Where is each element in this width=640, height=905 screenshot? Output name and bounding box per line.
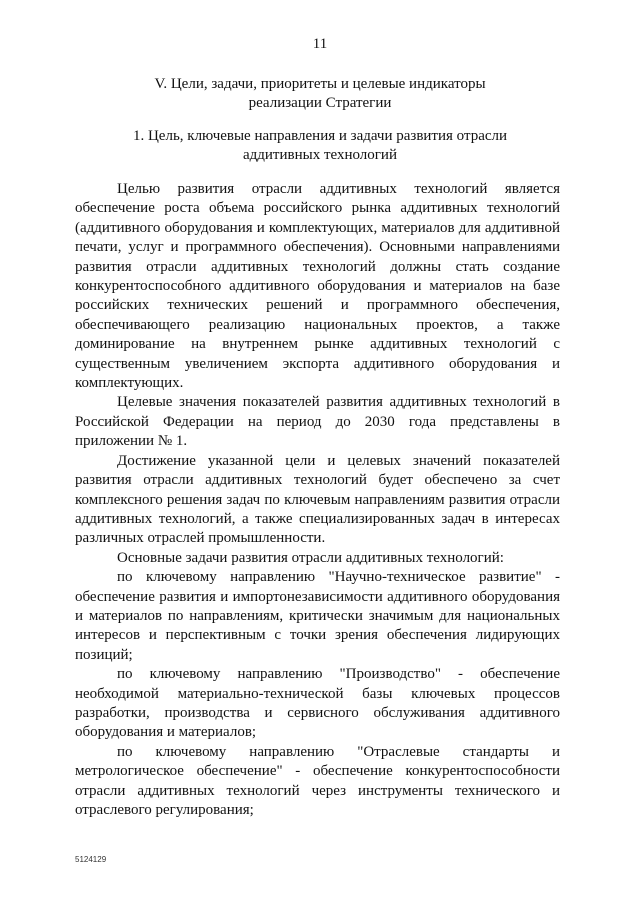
body-text (75, 180, 560, 820)
subsection-heading-line-1: 1. Цель, ключевые направления и задачи развития отрасли (132, 128, 508, 144)
section-heading (75, 75, 565, 113)
subsection-heading (75, 127, 565, 165)
paragraph-goal: Целью развития отрасли аддитивных технологий является обеспечение роста объема российского рынка аддитивных технологий (аддитивного оборудования и комплектующих, материалов для аддитивной печати, услуг и программного обеспечения). Основными направлениями развития отрасли аддитивных технологий должны стать создание конкурентоспособного аддитивного оборудования и материалов на базе российских технических решений и программного обеспечения, обеспечивающего реализацию национальных проектов, а также доминирование на внутреннем рынке аддитивных технологий с существенным увеличением экспорта аддитивного оборудования и комплектующих. (75, 181, 560, 392)
document-code: 5124129 (75, 855, 107, 864)
subsection-heading-line-2: аддитивных технологий (242, 147, 397, 163)
page-number: 11 (312, 36, 328, 52)
paragraph-task-standards: по ключевому направлению "Отраслевые стандарты и метрологическое обеспечение" - обеспечение конкурентоспособности отрасли аддитивных технологий через инструменты технического и отраслевого регулирования; (75, 743, 560, 818)
paragraph-target-values: Целевые значения показателей развития аддитивных технологий в Российской Федерации на период до 2030 года представлены в приложении № 1. (75, 394, 560, 450)
paragraph-achievement: Достижение указанной цели и целевых значений показателей развития отрасли аддитивных технологий будет обеспечено за счет комплексного решения задач по ключевым направлениям развития отрасли аддитивных технологий, а также специализированных задач в интересах различных отраслей промышленности. (75, 452, 560, 547)
paragraph-task-science: по ключевому направлению "Научно-техническое развитие" - обеспечение развития и импортонезависимости аддитивного оборудования и материалов по направлениям, критически значимым для национальных интересов и перспективным с точки зрения обеспечения лидирующих позиций; (75, 569, 560, 663)
section-heading-line-1: V. Цели, задачи, приоритеты и целевые индикаторы (154, 76, 486, 92)
section-heading-line-2: реализации Стратегии (248, 95, 392, 111)
paragraph-task-production: по ключевому направлению "Производство" - обеспечение необходимой материально-технической базы ключевых процессов разработки, производства и сервисного обслуживания аддитивного оборудования и материалов; (75, 666, 560, 741)
paragraph-main-tasks: Основные задачи развития отрасли аддитивных технологий: (117, 549, 504, 566)
